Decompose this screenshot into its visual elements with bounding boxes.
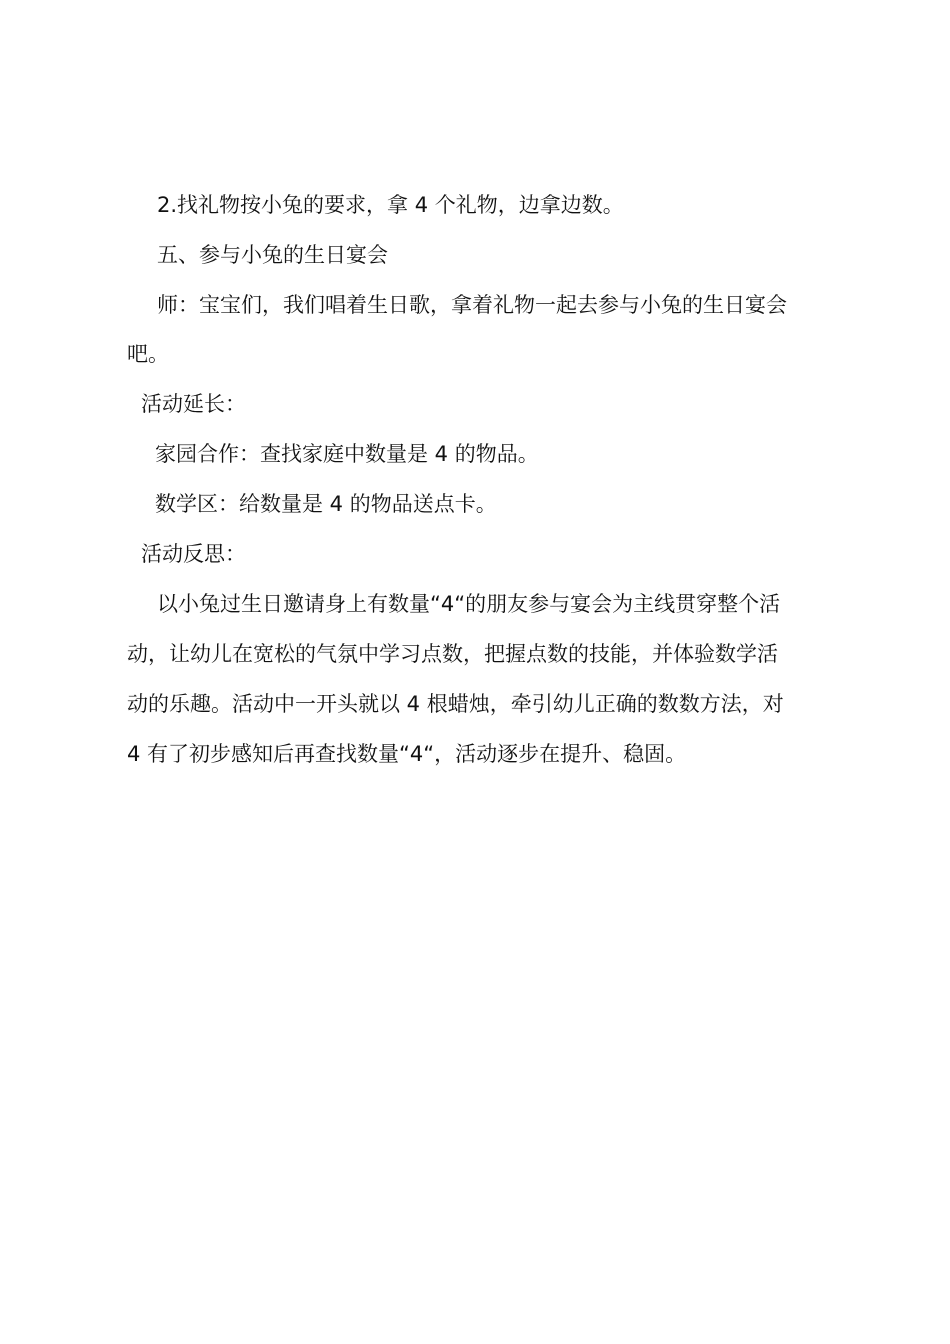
reflection-line-2: 动，让幼儿在宽松的气氛中学习点数，把握点数的技能，并体验数学活 xyxy=(127,642,778,666)
reflection-line-1: 以小兔过生日邀请身上有数量“4“的朋友参与宴会为主线贯穿整个活 xyxy=(157,592,781,616)
section-five-heading: 五、参与小兔的生日宴会 xyxy=(157,243,388,267)
math-area: 数学区：给数量是 4 的物品送点卡。 xyxy=(155,492,497,516)
step-2-find-gifts: 2.找礼物按小兔的要求，拿 4 个礼物，边拿边数。 xyxy=(157,193,624,217)
reflection-line-3: 动的乐趣。活动中一开头就以 4 根蜡烛，牵引幼儿正确的数数方法，对 xyxy=(127,692,784,716)
teacher-line: 师：宝宝们，我们唱着生日歌，拿着礼物一起去参与小兔的生日宴会 xyxy=(157,293,787,317)
activity-reflection-heading: 活动反思： xyxy=(141,542,246,566)
teacher-line-continued: 吧。 xyxy=(127,342,169,366)
reflection-line-4: 4 有了初步感知后再查找数量“4“，活动逐步在提升、稳固。 xyxy=(127,742,687,766)
home-cooperation: 家园合作：查找家庭中数量是 4 的物品。 xyxy=(155,442,539,466)
activity-extension-heading: 活动延长： xyxy=(141,392,246,416)
